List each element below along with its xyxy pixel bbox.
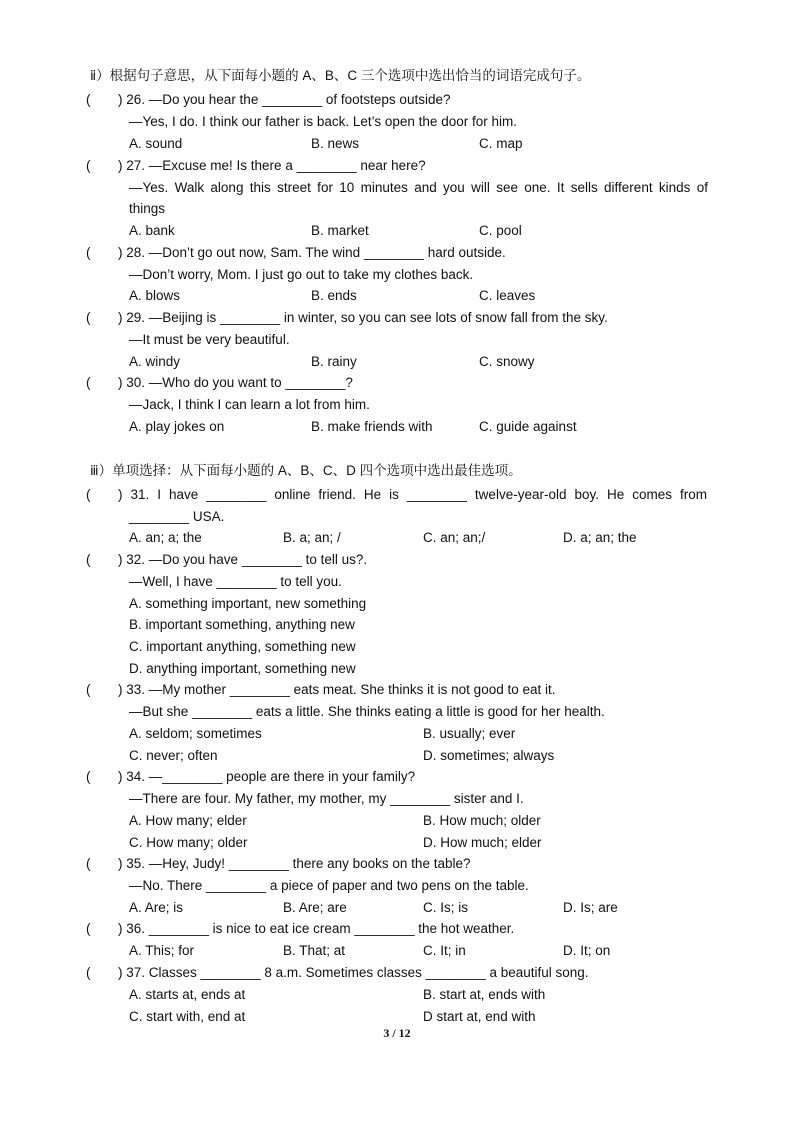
section-heading: ⅱ）根据句子意思，从下面每小题的 A、B、C 三个选项中选出恰当的词语完成句子。 [90,68,591,83]
question-stem: ) 28. —Don’t go out now, Sam. The wind ________ hard outside. [118,245,506,260]
response-line: —Don’t worry, Mom. I just go out to take my clothes back. [129,267,474,282]
option-c: C. snowy [479,354,535,369]
question-stem: ) 37. Classes ________ 8 a.m. Sometimes classes ________ a beautiful song. [118,965,589,980]
question-stem: ) 33. —My mother ________ eats meat. She thinks it is not good to eat it. [118,682,556,697]
answer-paren: ( [86,158,91,173]
option-a: A. This; for [129,943,195,958]
option-d: D. anything important, something new [129,661,356,676]
option-a: A. something important, new something [129,596,367,611]
option-a: A. Are; is [129,900,184,915]
option-c: C. important anything, something new [129,639,356,654]
question-stem: ) 30. —Who do you want to ________? [118,375,353,390]
option-c: C. How many; older [129,835,248,850]
answer-paren: ( [86,965,91,980]
question-stem: ) 26. —Do you hear the ________ of footsteps outside? [118,92,451,107]
page-number: 3 / 12 [383,1026,411,1040]
option-a: A. play jokes on [129,419,225,434]
response-line: —It must be very beautiful. [129,332,290,347]
answer-paren: ( [86,921,91,936]
section-heading: ⅲ）单项选择：从下面每小题的 A、B、C、D 四个选项中选出最佳选项。 [90,463,522,478]
option-d: D. sometimes; always [423,748,555,763]
question-stem: ) 29. —Beijing is ________ in winter, so you can see lots of snow fall from the sky. [118,310,608,325]
option-a: A. seldom; sometimes [129,726,262,741]
response-line: —There are four. My father, my mother, my ________ sister and I. [129,791,524,806]
question-stem: ) 32. —Do you have ________ to tell us?. [118,552,368,567]
question-stem: ) 35. —Hey, Judy! ________ there any books on the table? [118,856,471,871]
response-line: —But she ________ eats a little. She thinks eating a little is good for her health. [129,704,605,719]
response-line: ________ USA. [129,509,225,524]
answer-paren: ( [86,856,91,871]
option-a: A. How many; elder [129,813,247,828]
option-c: C. pool [479,223,522,238]
option-d: D start at, end with [423,1009,536,1024]
option-a: A. bank [129,223,175,238]
option-d: D. Is; are [563,900,618,915]
option-c: C. leaves [479,288,536,303]
option-b: B. important something, anything new [129,617,355,632]
response-line: —Jack, I think I can learn a lot from him. [129,397,370,412]
option-a: A. an; a; the [129,530,202,545]
option-c: C. map [479,136,523,151]
option-b: B. start at, ends with [423,987,546,1002]
option-c: C. an; an;/ [423,530,486,545]
answer-paren: ( [86,375,91,390]
answer-paren: ( [86,245,91,260]
option-d: D. a; an; the [563,530,637,545]
response-line: things [129,201,166,216]
response-line: —Yes. Walk along this street for 10 minutes and you will see one. It sells different kinds of [129,180,708,195]
option-d: D. How much; elder [423,835,542,850]
question-stem: ) 27. —Excuse me! Is there a ________ near here? [118,158,426,173]
question-stem: ) 36. ________ is nice to eat ice cream ________ the hot weather. [118,921,515,936]
option-a: A. sound [129,136,183,151]
response-line: —Yes, I do. I think our father is back. Let’s open the door for him. [129,114,517,129]
response-line: —Well, I have ________ to tell you. [129,574,342,589]
option-b: B. rainy [311,354,357,369]
option-c: C. guide against [479,419,577,434]
answer-paren: ( [86,487,91,502]
option-b: B. That; at [283,943,346,958]
option-b: B. usually; ever [423,726,516,741]
option-b: B. ends [311,288,357,303]
option-b: B. How much; older [423,813,541,828]
answer-paren: ( [86,769,91,784]
option-b: B. make friends with [311,419,433,434]
option-d: D. It; on [563,943,611,958]
option-c: C. Is; is [423,900,469,915]
option-c: C. It; in [423,943,466,958]
answer-paren: ( [86,682,91,697]
option-b: B. Are; are [283,900,347,915]
option-a: A. windy [129,354,181,369]
answer-paren: ( [86,92,91,107]
answer-paren: ( [86,552,91,567]
question-stem: ) 34. —________ people are there in your family? [118,769,416,784]
option-c: C. never; often [129,748,218,763]
question-stem: ) 31. I have ________ online friend. He is ________ twelve-year-old boy. He comes from [118,487,707,502]
option-b: B. news [311,136,360,151]
option-b: B. a; an; / [283,530,341,545]
option-a: A. blows [129,288,181,303]
response-line: —No. There ________ a piece of paper and two pens on the table. [129,878,529,893]
option-c: C. start with, end at [129,1009,246,1024]
option-a: A. starts at, ends at [129,987,246,1002]
option-b: B. market [311,223,369,238]
answer-paren: ( [86,310,91,325]
